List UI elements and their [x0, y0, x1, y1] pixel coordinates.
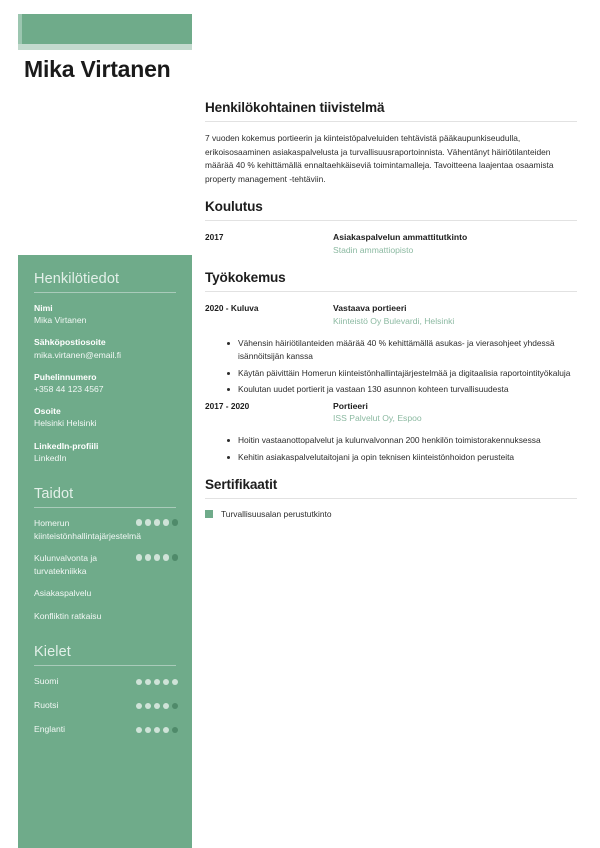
skill-name: Kulunvalvonta ja turvatekniikka	[34, 553, 98, 576]
resume-entry	[205, 231, 577, 257]
header-accent-underbar	[18, 44, 192, 50]
rating-dot	[145, 554, 151, 560]
resume-entry	[205, 302, 577, 328]
entry-title: Portieeri	[333, 400, 368, 411]
contact-value: mika.virtanen@email.fi	[34, 349, 122, 360]
sidebar-heading-skills: Taidot	[34, 486, 74, 503]
contact-item	[34, 302, 178, 326]
skill-name: Konfliktin ratkaisu	[34, 610, 102, 621]
entry-organization: ISS Palvelut Oy, Espoo	[333, 413, 422, 424]
contact-item	[34, 405, 178, 429]
summary-text: 7 vuoden kokemus portieerin ja kiinteistöpalveluiden tehtävistä pääkaupunkiseudulla, erikoisosaaminen asiakaspalvelusta ja turvallisuusraportoinnista. Vähentänyt häiriötilanteiden määrää 40 % kehittämällä ennaltaehkäiseviä toimintamalleja. Tavoitteena laajentaa osaamista property management -tehtäviin.	[205, 133, 554, 184]
rating-dot	[136, 519, 142, 525]
section-title-experience: Työkokemus	[205, 270, 286, 286]
language-name: Suomi	[34, 676, 59, 687]
skill-row	[34, 587, 178, 599]
contact-list	[34, 302, 178, 464]
entry-bullet: Käytän päivittäin Homerun kiinteistönhallintajärjestelmää ja digitaalisia raportointityökaluja	[227, 367, 577, 380]
section-title-summary: Henkilökohtainen tiivistelmä	[205, 100, 385, 115]
certificate-item	[205, 509, 577, 519]
rating-dot	[145, 519, 151, 525]
entry-bullet: Vähensin häiriötilanteiden määrää 40 % kehittämällä asukas- ja vierasohjeet yhdessä isännöitsijän kanssa	[227, 337, 577, 364]
sidebar-divider-contact	[34, 292, 176, 293]
language-row	[34, 723, 178, 735]
rating-dot	[145, 727, 151, 733]
rating-dots	[136, 517, 178, 525]
entry-bullet: Kehitin asiakaspalvelutaitojani ja opin teknisen kiinteistönhoidon perusteita	[227, 451, 577, 464]
entry-bullet: Koulutan uudet portierit ja vastaan 130 asunnon kohteen turvallisuudesta	[227, 383, 577, 396]
language-name: Englanti	[34, 724, 66, 735]
contact-value: LinkedIn	[34, 452, 67, 463]
contact-label: Osoite	[34, 406, 61, 417]
language-row	[34, 675, 178, 687]
sidebar-spacer-1	[34, 474, 178, 486]
rating-dot	[172, 679, 178, 685]
entry-title: Asiakaspalvelun ammattitutkinto	[333, 232, 468, 243]
certificate-marker-icon	[205, 510, 213, 518]
rating-dot	[172, 727, 178, 733]
entry-date: 2017	[205, 232, 224, 243]
rating-dot	[136, 727, 142, 733]
rating-dots	[136, 552, 178, 560]
entry-body	[333, 400, 577, 426]
contact-label: Sähköpostiosoite	[34, 337, 106, 348]
rating-dot	[163, 679, 169, 685]
entry-body	[333, 231, 577, 257]
skill-row	[34, 517, 178, 542]
section-education	[205, 199, 577, 257]
entry-bullets	[205, 337, 577, 397]
section-experience	[205, 270, 577, 464]
rating-dot	[163, 519, 169, 525]
sidebar-divider-skills	[34, 507, 176, 508]
entry-body	[333, 302, 577, 328]
rating-dot	[145, 703, 151, 709]
sidebar-heading-languages: Kielet	[34, 644, 71, 661]
contact-label: Puhelinnumero	[34, 371, 97, 382]
section-title-certificates: Sertifikaatit	[205, 477, 278, 493]
section-title-education: Koulutus	[205, 199, 263, 215]
header-accent-band	[18, 14, 192, 44]
certificates-list	[205, 509, 577, 519]
entry-bullets	[205, 434, 577, 464]
entry-organization: Kiinteistö Oy Bulevardi, Helsinki	[333, 315, 455, 326]
contact-value: Mika Virtanen	[34, 315, 87, 326]
rating-dots	[136, 725, 178, 733]
contact-value: +358 44 123 4567	[34, 384, 104, 394]
contact-value: Helsinki Helsinki	[34, 418, 97, 429]
sidebar-heading-contact: Henkilötiedot	[34, 271, 120, 287]
entry-organization: Stadin ammattiopisto	[333, 244, 414, 255]
contact-item	[34, 371, 178, 395]
rating-dot	[172, 703, 178, 709]
entry-bullet: Hoitin vastaanottopalvelut ja kulunvalvonnan 200 henkilön toimistorakennuksessa	[227, 434, 577, 447]
section-certificates	[205, 477, 577, 519]
sidebar-section-contact	[34, 271, 178, 464]
skills-list	[34, 517, 178, 622]
section-summary	[205, 100, 577, 186]
skill-row	[34, 610, 178, 622]
section-divider-certificates	[205, 498, 577, 499]
contact-item	[34, 336, 178, 360]
education-entries	[205, 231, 577, 257]
rating-dot	[163, 554, 169, 560]
experience-entries	[205, 302, 577, 464]
rating-dots	[136, 701, 178, 709]
rating-dot	[172, 519, 178, 525]
entry-title: Vastaava portieeri	[333, 303, 407, 314]
section-divider-experience	[205, 291, 577, 292]
rating-dot	[154, 727, 160, 733]
language-name: Ruotsi	[34, 700, 59, 711]
sidebar-section-skills	[34, 486, 178, 622]
rating-dot	[163, 727, 169, 733]
skill-name: Homerun kiinteistönhallintajärjestelmä	[34, 518, 141, 541]
rating-dot	[145, 679, 151, 685]
contact-label: LinkedIn-profiili	[34, 440, 99, 451]
language-row	[34, 699, 178, 711]
rating-dot	[136, 703, 142, 709]
sidebar-section-languages	[34, 644, 178, 735]
skill-row	[34, 552, 178, 577]
skill-name: Asiakaspalvelu	[34, 588, 92, 599]
entry-date: 2017 - 2020	[205, 400, 250, 411]
certificate-label: Turvallisuusalan perustutkinto	[221, 509, 332, 520]
main-content	[205, 100, 577, 532]
rating-dot	[172, 554, 178, 560]
entry-date: 2020 - Kuluva	[205, 303, 259, 314]
sidebar-divider-languages	[34, 665, 176, 666]
section-divider-summary	[205, 121, 577, 122]
rating-dot	[154, 703, 160, 709]
rating-dot	[163, 703, 169, 709]
contact-label: Nimi	[34, 303, 53, 313]
rating-dot	[154, 679, 160, 685]
resume-entry	[205, 400, 577, 426]
sidebar	[18, 255, 192, 848]
section-divider-education	[205, 220, 577, 221]
rating-dot	[136, 679, 142, 685]
languages-list	[34, 675, 178, 735]
rating-dot	[154, 554, 160, 560]
contact-item	[34, 440, 178, 464]
rating-dots	[136, 677, 178, 685]
header-accent-stripe	[18, 14, 22, 44]
page-title: Mika Virtanen	[24, 56, 171, 82]
sidebar-spacer-2	[34, 632, 178, 644]
rating-dot	[154, 519, 160, 525]
rating-dot	[136, 554, 142, 560]
